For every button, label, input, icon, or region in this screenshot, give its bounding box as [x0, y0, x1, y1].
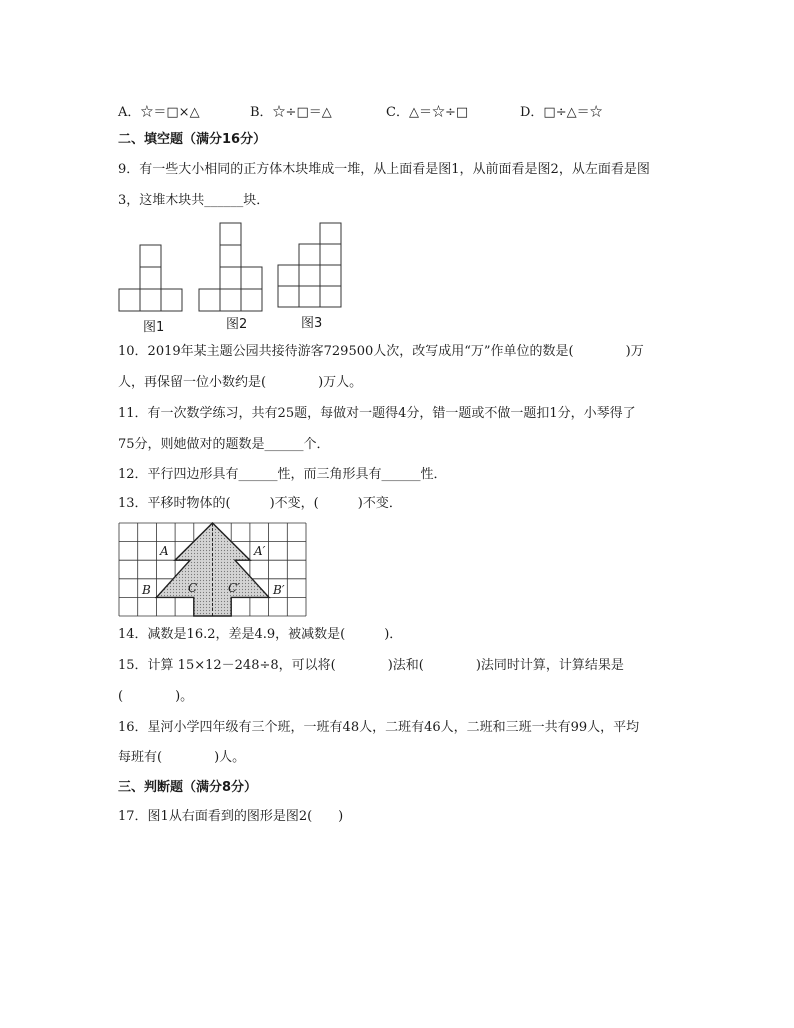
option-d: D．□÷△＝☆	[520, 105, 603, 120]
question-14-line-1: 14．减数是16.2，差是4.9，被减数是( )．	[118, 627, 403, 642]
label-a: A	[160, 544, 169, 558]
label-c: C	[188, 581, 198, 595]
question-11-line-1: 11．有一次数学练习，共有25题，每做对一题得4分，错一题或不做一题扣1分，小琴得了	[118, 406, 636, 421]
figure-1-top-view	[118, 244, 186, 312]
label-b: B	[142, 583, 151, 597]
label-c-prime: C′	[228, 581, 240, 595]
option-a: A．☆＝□×△	[118, 105, 200, 120]
question-12-line-1: 12．平行四边形具有______性，而三角形具有______性．	[118, 467, 447, 482]
question-9-line-1: 9．有一些大小相同的正方体木块堆成一堆，从上面看是图1，从前面看是图2，从左面看是图	[118, 162, 650, 177]
label-b-prime: B′	[273, 583, 285, 597]
figure-3-label: 图3	[301, 316, 323, 331]
question-9-line-2: 3，这堆木块共______块．	[118, 193, 270, 208]
question-16-line-2: 每班有( )人。	[118, 750, 246, 765]
figure-3-left-view	[277, 222, 345, 308]
option-c: C．△＝☆÷□	[386, 105, 469, 120]
question-15-line-2: ( )。	[118, 689, 194, 704]
section-heading-judgement: 三、判断题（满分8分）	[118, 780, 258, 795]
option-b: B．☆÷□＝△	[250, 105, 332, 120]
question-11-line-2: 75分，则她做对的题数是______个．	[118, 437, 330, 452]
label-a-prime: A′	[254, 544, 266, 558]
figure-2-label: 图2	[226, 317, 248, 332]
question-17-line-1: 17．图1从右面看到的图形是图2( )	[118, 809, 344, 824]
question-13-line-1: 13．平移时物体的( )不变，( )不变．	[118, 496, 402, 511]
question-10-line-2: 人，再保留一位小数约是( )万人。	[118, 375, 363, 390]
figure-1-label: 图1	[143, 320, 165, 335]
question-15-line-1: 15．计算 15×12－248÷8，可以将( )法和( )法同时计算，计算结果是	[118, 658, 624, 673]
translation-grid-figure	[118, 522, 308, 618]
question-16-line-1: 16．星河小学四年级有三个班，一班有48人，二班有46人，二班和三班一共有99人，平均	[118, 720, 640, 735]
section-heading-fill-in: 二、填空题（满分16分）	[118, 132, 267, 147]
question-10-line-1: 10．2019年某主题公园共接待游客729500人次，改写成用“万”作单位的数是( )万	[118, 344, 644, 359]
figure-2-front-view	[198, 222, 266, 312]
